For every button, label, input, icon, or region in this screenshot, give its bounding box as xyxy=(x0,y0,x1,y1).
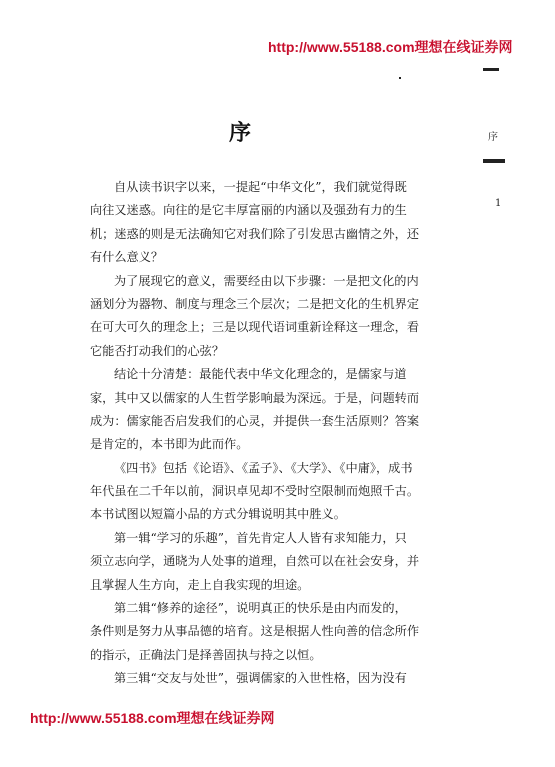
text-line: 机；迷惑的则是无法确知它对我们除了引发思古幽情之外，还 xyxy=(90,226,420,241)
text-line: 结论十分清楚：最能代表中华文化理念的，是儒家与道 xyxy=(114,367,407,382)
text-line: 须立志向学，通晓为人处事的道理，自然可以在社会安身，并 xyxy=(90,554,420,569)
text-line: 第一辑“学习的乐趣”，首先肯定人人皆有求知能力，只 xyxy=(114,530,407,545)
watermark-top: http://www.55188.com理想在线证券网 xyxy=(268,39,513,55)
text-line: 成为：儒家能否启发我们的心灵，并提供一套生活原则？答案 xyxy=(90,413,420,428)
chapter-title: 序 xyxy=(228,120,251,146)
text-line: 家，其中又以儒家的人生哲学影响最为深远。于是，问题转而 xyxy=(90,390,420,405)
text-line: 的指示，正确法门是择善固执与持之以恒。 xyxy=(90,647,322,662)
text-line: 且掌握人生方向，走上自我实现的坦途。 xyxy=(90,577,310,592)
text-line: 为了展现它的意义，需要经由以下步骤：一是把文化的内 xyxy=(114,273,419,288)
text-line: 涵划分为器物、制度与理念三个层次；二是把文化的生机界定 xyxy=(90,296,420,311)
text-line: 自从读书识字以来，一提起“中华文化”，我们就觉得既 xyxy=(114,180,407,194)
text-line: 在可大可久的理念上；三是以现代语词重新诠释这一理念，看 xyxy=(90,320,420,335)
scan-dot xyxy=(399,77,401,79)
text-line: 有什么意义？ xyxy=(90,250,164,265)
text-line: 是肯定的，本书即为此而作。 xyxy=(90,437,249,452)
watermark-bottom: http://www.55188.com理想在线证券网 xyxy=(30,710,275,726)
header-rule-top xyxy=(483,68,499,71)
text-line: 向往又迷惑。向往的是它丰厚富丽的内涵以及强劲有力的生 xyxy=(90,203,407,218)
text-line: 条件则是努力从事品德的培育。这是根据人性向善的信念所作 xyxy=(90,624,420,639)
text-line: 第二辑“修养的途径”，说明真正的快乐是由内而发的， xyxy=(114,601,407,616)
text-line: 第三辑“交友与处世”，强调儒家的入世性格，因为没有 xyxy=(114,671,407,686)
body-text xyxy=(90,176,422,691)
text-line: 《四书》包括《论语》、《孟子》、《大学》、《中庸》，成书 xyxy=(114,460,413,475)
header-rule-mid xyxy=(483,159,505,163)
page-number: 1 xyxy=(495,198,502,209)
side-section-label: 序 xyxy=(488,132,498,143)
text-line: 本书试图以短篇小品的方式分辑说明其中胜义。 xyxy=(90,507,346,522)
text-line: 它能否打动我们的心弦？ xyxy=(90,343,225,358)
text-line: 年代虽在二千年以前，洞识卓见却不受时空限制而炮照千古。 xyxy=(90,484,420,499)
